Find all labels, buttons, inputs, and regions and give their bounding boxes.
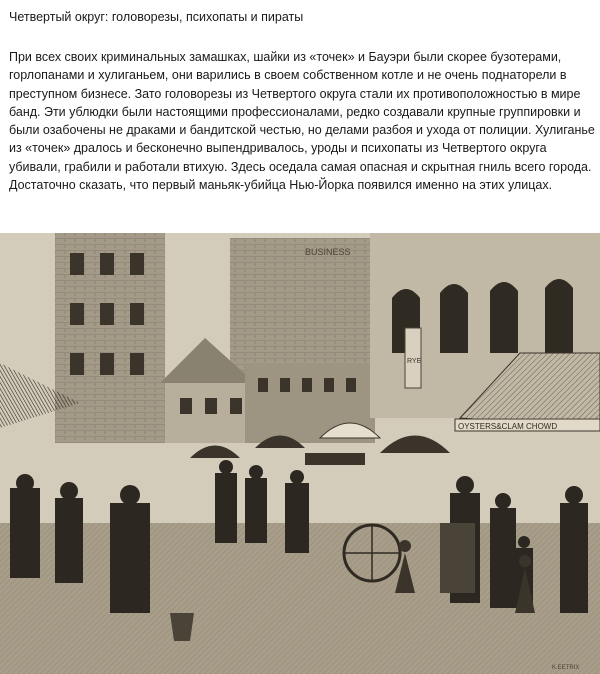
engraver-signature: K.EETRIX	[552, 665, 580, 671]
sign-rye: RYE	[407, 358, 422, 365]
street-engraving-illustration	[0, 233, 600, 674]
sign-oysters: OYSTERS&CLAM CHOWD	[458, 422, 558, 431]
sign-business: BUSINESS	[305, 247, 351, 257]
article-title: Четвертый округ: головорезы, психопаты и пираты	[9, 10, 304, 24]
engraving-drawing	[0, 233, 600, 674]
bucket	[170, 613, 194, 641]
article-paragraph: При всех своих криминальных замашках, шайки из «точек» и Бауэри были скорее бузотерами, горлопанами и хулиганьем, они варились в своем собственном котле и не очень поднаторели в преступном бизнесе. Зато головорезы из Четвертого округа стали их противоположностью в мире банд. Эти ублюдки были настоящими профессионалами, редко создавали крупные группировки и были озабочены не драками и бандитской честью, но делами разбоя и ухода от полиции. Хулиганье из «точек» дралось и бесконечно выпендривалось, уроды и психопаты из Четвертого округа убивали, грабили и работали втихую. Здесь оседала самая опасная и скрытная гниль всего города. Достаточно сказать, что первый маньяк-убийца Нью-Йорка появился именно на этих улицах.	[9, 50, 595, 193]
